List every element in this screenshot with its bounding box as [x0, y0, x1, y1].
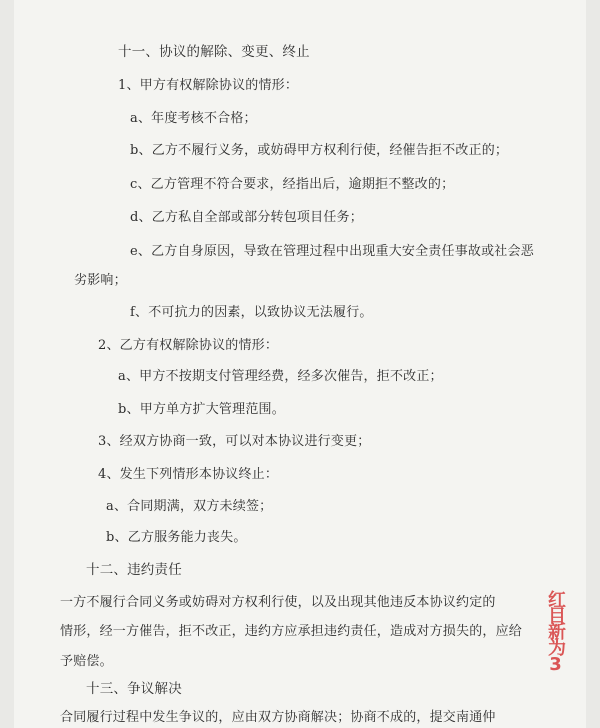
section-12-para-line1: 一方不履行合同义务或妨碍对方权利行使，以及出现其他违反本协议约定的: [60, 594, 496, 610]
section-13-para-line1: 合同履行过程中发生争议的，应由双方协商解决；协商不成的，提交南通仲: [60, 710, 496, 725]
clause-2: 2、乙方有权解除协议的情形：: [98, 337, 279, 353]
clause-1c: c、乙方管理不符合要求，经指出后，逾期拒不整改的；: [130, 176, 455, 192]
clause-4: 4、发生下列情形本协议终止：: [98, 466, 279, 482]
section-13-heading: 十三、争议解决: [86, 681, 182, 698]
clause-1a: a、年度考核不合格；: [130, 110, 257, 126]
clause-1b: b、乙方不履行义务，或妨碍甲方权利行使，经催告拒不改正的；: [130, 143, 509, 159]
clause-1e-line1: e、乙方自身原因，导致在管理过程中出现重大安全责任事故或社会恶: [130, 244, 534, 260]
clause-2b: b、甲方单方扩大管理范围。: [118, 401, 285, 417]
section-12-para-line3: 予赔偿。: [60, 653, 113, 669]
section-11-heading: 十一、协议的解除、变更、终止: [118, 44, 310, 60]
clause-2a: a、甲方不按期支付管理经费，经多次催告，拒不改正；: [118, 369, 443, 385]
clause-1d: d、乙方私自全部或部分转包项目任务；: [130, 210, 363, 226]
section-12-heading: 十二、违约责任: [86, 562, 182, 579]
clause-1: 1、甲方有权解除协议的情形：: [118, 78, 299, 94]
document-page: [14, 0, 586, 728]
clause-1e-line2: 劣影响；: [74, 272, 127, 288]
clause-4b: b、乙方服务能力丧失。: [106, 529, 247, 545]
clause-4a: a、合同期满，双方未续签；: [106, 499, 273, 515]
red-seal-stamp: 红目新为3: [545, 590, 566, 673]
section-12-para-line2: 情形，经一方催告，拒不改正，违约方应承担违约责任，造成对方损失的，应给: [60, 624, 523, 640]
clause-1f: f、不可抗力的因素，以致协议无法履行。: [130, 305, 373, 321]
clause-3: 3、经双方协商一致，可以对本协议进行变更；: [98, 434, 371, 450]
